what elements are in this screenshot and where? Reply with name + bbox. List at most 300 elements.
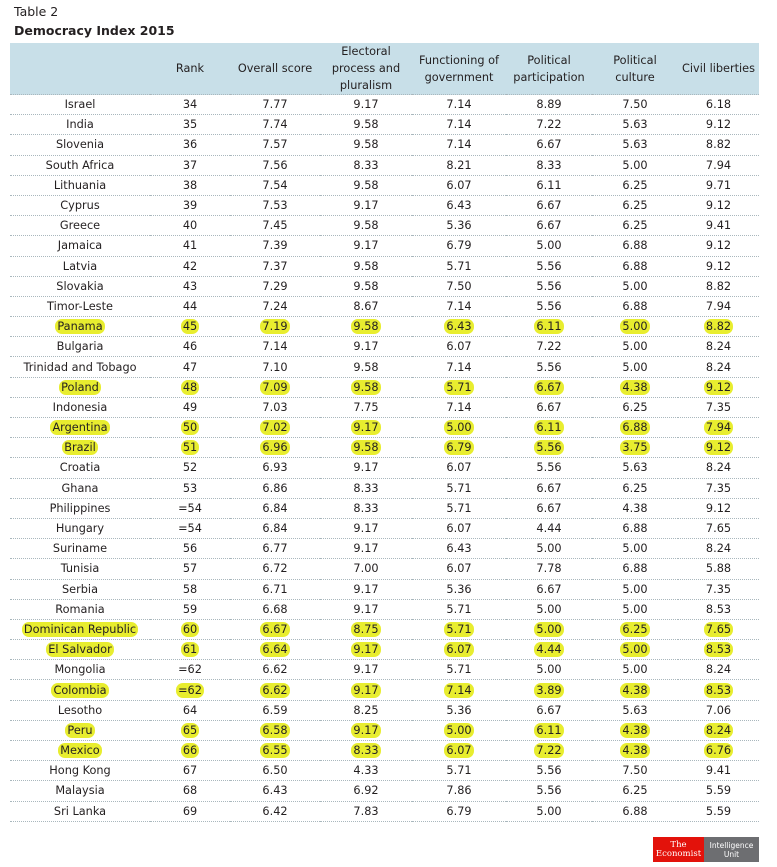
electoral-process-cell-value: 6.92 bbox=[353, 784, 379, 798]
participation-cell bbox=[506, 276, 592, 296]
rank-cell bbox=[150, 720, 230, 740]
rank-cell-value: 64 bbox=[182, 703, 198, 717]
participation-cell-value: 5.56 bbox=[536, 360, 562, 374]
functioning-cell-value: 6.07 bbox=[446, 340, 472, 354]
overall-score-cell bbox=[230, 155, 320, 175]
country-cell-value: Lesotho bbox=[57, 703, 103, 717]
table-row bbox=[10, 256, 759, 276]
culture-cell bbox=[592, 680, 678, 700]
table-row bbox=[10, 337, 759, 357]
culture-cell bbox=[592, 216, 678, 236]
culture-cell-value: 6.88 bbox=[622, 522, 648, 536]
culture-cell bbox=[592, 458, 678, 478]
table-row bbox=[10, 680, 759, 700]
country-cell-value: Sri Lanka bbox=[53, 804, 107, 818]
functioning-cell bbox=[412, 296, 506, 316]
participation-cell-value: 7.22 bbox=[536, 340, 562, 354]
table-row bbox=[10, 216, 759, 236]
table-row bbox=[10, 175, 759, 195]
culture-cell bbox=[592, 236, 678, 256]
liberties-cell-value: 9.12 bbox=[705, 239, 732, 253]
functioning-cell bbox=[412, 418, 506, 438]
country-cell bbox=[10, 438, 150, 458]
democracy-table-container bbox=[10, 43, 759, 822]
participation-cell-value: 3.89 bbox=[536, 683, 562, 697]
overall-score-cell-value: 6.62 bbox=[262, 683, 288, 697]
functioning-cell bbox=[412, 216, 506, 236]
liberties-cell bbox=[678, 276, 759, 296]
culture-cell bbox=[592, 135, 678, 155]
functioning-cell-value: 7.14 bbox=[446, 683, 472, 697]
electoral-process-cell bbox=[320, 478, 412, 498]
liberties-cell-value: 9.71 bbox=[705, 178, 732, 192]
rank-cell-value: 69 bbox=[182, 804, 198, 818]
participation-cell-value: 6.67 bbox=[536, 199, 562, 213]
culture-cell-value: 6.88 bbox=[622, 259, 648, 273]
table-row bbox=[10, 317, 759, 337]
culture-cell bbox=[592, 539, 678, 559]
culture-cell bbox=[592, 741, 678, 761]
culture-cell-value: 5.00 bbox=[622, 320, 648, 334]
country-cell bbox=[10, 296, 150, 316]
country-cell bbox=[10, 518, 150, 538]
rank-cell-value: 67 bbox=[182, 764, 198, 778]
functioning-cell bbox=[412, 438, 506, 458]
electoral-process-cell bbox=[320, 498, 412, 518]
functioning-cell-value: 5.71 bbox=[446, 501, 472, 515]
overall-score-cell-value: 6.84 bbox=[262, 522, 288, 536]
overall-score-cell-value: 7.54 bbox=[262, 178, 288, 192]
table-header-row bbox=[10, 43, 759, 95]
functioning-cell bbox=[412, 195, 506, 215]
electoral-process-cell bbox=[320, 276, 412, 296]
rank-cell bbox=[150, 680, 230, 700]
country-cell bbox=[10, 397, 150, 417]
functioning-cell-value: 8.21 bbox=[446, 158, 472, 172]
culture-cell-value: 4.38 bbox=[622, 683, 648, 697]
participation-cell-value: 7.22 bbox=[536, 744, 562, 758]
functioning-cell-value: 7.14 bbox=[446, 360, 472, 374]
culture-cell-value: 7.50 bbox=[622, 98, 648, 112]
functioning-cell-value: 7.14 bbox=[446, 400, 472, 414]
overall-score-cell-value: 7.56 bbox=[262, 158, 288, 172]
electoral-process-cell bbox=[320, 761, 412, 781]
table-row bbox=[10, 357, 759, 377]
culture-cell-value: 6.88 bbox=[622, 804, 648, 818]
electoral-process-cell bbox=[320, 95, 412, 115]
overall-score-cell-value: 7.03 bbox=[262, 400, 288, 414]
functioning-cell bbox=[412, 741, 506, 761]
country-cell bbox=[10, 619, 150, 639]
electoral-process-cell-value: 9.17 bbox=[353, 582, 379, 596]
table-row bbox=[10, 236, 759, 256]
liberties-cell bbox=[678, 236, 759, 256]
rank-cell bbox=[150, 518, 230, 538]
electoral-process-cell-value: 8.33 bbox=[353, 744, 379, 758]
liberties-cell bbox=[678, 579, 759, 599]
overall-score-cell-value: 7.39 bbox=[262, 239, 288, 253]
electoral-process-cell bbox=[320, 700, 412, 720]
electoral-process-cell-value: 9.17 bbox=[353, 542, 379, 556]
participation-cell-value: 6.11 bbox=[536, 320, 562, 334]
country-cell-value: Poland bbox=[61, 380, 99, 394]
participation-cell-value: 5.56 bbox=[536, 784, 562, 798]
logo-text-intelligence: Intelligence bbox=[709, 840, 754, 850]
liberties-cell bbox=[678, 680, 759, 700]
culture-cell-value: 5.00 bbox=[622, 340, 648, 354]
header-functioning-of-government: Functioning of government bbox=[419, 53, 499, 84]
rank-cell bbox=[150, 155, 230, 175]
rank-cell-value: 57 bbox=[182, 562, 198, 576]
liberties-cell-value: 8.24 bbox=[705, 461, 732, 475]
participation-cell bbox=[506, 660, 592, 680]
rank-cell-value: =62 bbox=[178, 663, 202, 677]
participation-cell bbox=[506, 115, 592, 135]
culture-cell-value: 5.00 bbox=[622, 663, 648, 677]
overall-score-cell-value: 6.96 bbox=[262, 441, 288, 455]
overall-score-cell bbox=[230, 317, 320, 337]
country-cell-value: Israel bbox=[64, 98, 96, 112]
liberties-cell bbox=[678, 418, 759, 438]
electoral-process-cell-value: 9.58 bbox=[353, 219, 379, 233]
culture-cell bbox=[592, 559, 678, 579]
culture-cell-value: 5.00 bbox=[622, 582, 648, 596]
liberties-cell bbox=[678, 155, 759, 175]
participation-cell-value: 5.56 bbox=[536, 461, 562, 475]
participation-cell-value: 8.33 bbox=[536, 158, 562, 172]
participation-cell-value: 6.67 bbox=[536, 380, 562, 394]
overall-score-cell-value: 6.67 bbox=[262, 622, 288, 636]
culture-cell bbox=[592, 317, 678, 337]
country-cell-value: India bbox=[66, 118, 94, 132]
electoral-process-cell-value: 9.58 bbox=[353, 118, 379, 132]
culture-cell bbox=[592, 397, 678, 417]
country-cell-value: Trinidad and Tobago bbox=[23, 360, 137, 374]
culture-cell bbox=[592, 357, 678, 377]
liberties-cell-value: 7.35 bbox=[705, 582, 732, 596]
overall-score-cell-value: 7.24 bbox=[262, 299, 288, 313]
functioning-cell-value: 5.71 bbox=[446, 663, 472, 677]
liberties-cell-value: 7.94 bbox=[705, 299, 732, 313]
electoral-process-cell-value: 9.17 bbox=[353, 461, 379, 475]
country-cell-value: Cyprus bbox=[60, 199, 100, 213]
country-cell bbox=[10, 236, 150, 256]
header-civil-liberties: Civil liberties bbox=[681, 62, 756, 75]
culture-cell-value: 6.25 bbox=[622, 199, 648, 213]
rank-cell bbox=[150, 458, 230, 478]
electoral-process-cell-value: 9.17 bbox=[353, 340, 379, 354]
liberties-cell bbox=[678, 720, 759, 740]
overall-score-cell bbox=[230, 95, 320, 115]
rank-cell bbox=[150, 377, 230, 397]
country-cell bbox=[10, 559, 150, 579]
functioning-cell bbox=[412, 317, 506, 337]
liberties-cell bbox=[678, 115, 759, 135]
overall-score-cell-value: 7.45 bbox=[262, 219, 288, 233]
liberties-cell bbox=[678, 357, 759, 377]
liberties-cell bbox=[678, 498, 759, 518]
electoral-process-cell bbox=[320, 680, 412, 700]
header-political-participation: Political participation bbox=[513, 53, 585, 84]
overall-score-cell-value: 7.19 bbox=[262, 320, 288, 334]
table-body bbox=[10, 95, 759, 822]
rank-cell-value: =54 bbox=[178, 522, 202, 536]
country-cell-value: Romania bbox=[55, 602, 105, 616]
rank-cell bbox=[150, 741, 230, 761]
culture-cell bbox=[592, 296, 678, 316]
overall-score-cell bbox=[230, 418, 320, 438]
intelligence-unit-logo-block bbox=[704, 837, 759, 862]
functioning-cell-value: 5.71 bbox=[446, 622, 472, 636]
overall-score-cell-value: 7.10 bbox=[262, 360, 288, 374]
electoral-process-cell bbox=[320, 741, 412, 761]
participation-cell-value: 6.11 bbox=[536, 421, 562, 435]
liberties-cell-value: 7.35 bbox=[705, 481, 732, 495]
electoral-process-cell-value: 8.33 bbox=[353, 501, 379, 515]
country-cell-value: Slovakia bbox=[56, 279, 104, 293]
rank-cell-value: 53 bbox=[182, 481, 198, 495]
functioning-cell bbox=[412, 478, 506, 498]
participation-cell-value: 5.56 bbox=[536, 441, 562, 455]
liberties-cell bbox=[678, 296, 759, 316]
liberties-cell-value: 9.12 bbox=[705, 118, 732, 132]
rank-cell-value: 43 bbox=[182, 279, 198, 293]
overall-score-cell bbox=[230, 296, 320, 316]
rank-cell bbox=[150, 418, 230, 438]
liberties-cell-value: 8.53 bbox=[705, 643, 732, 657]
liberties-cell-value: 7.35 bbox=[705, 400, 732, 414]
country-cell bbox=[10, 741, 150, 761]
overall-score-cell-value: 7.37 bbox=[262, 259, 288, 273]
liberties-cell bbox=[678, 539, 759, 559]
functioning-cell bbox=[412, 801, 506, 821]
country-cell bbox=[10, 256, 150, 276]
country-cell bbox=[10, 95, 150, 115]
rank-cell-value: 40 bbox=[182, 219, 198, 233]
culture-cell bbox=[592, 619, 678, 639]
electoral-process-cell bbox=[320, 640, 412, 660]
overall-score-cell-value: 6.55 bbox=[262, 744, 288, 758]
culture-cell-value: 6.25 bbox=[622, 481, 648, 495]
liberties-cell-value: 7.65 bbox=[705, 622, 732, 636]
culture-cell-value: 5.63 bbox=[622, 703, 648, 717]
overall-score-cell bbox=[230, 761, 320, 781]
table-row bbox=[10, 781, 759, 801]
electoral-process-cell-value: 9.58 bbox=[353, 360, 379, 374]
participation-cell bbox=[506, 640, 592, 660]
functioning-cell-value: 6.43 bbox=[446, 320, 472, 334]
rank-cell-value: 42 bbox=[182, 259, 198, 273]
culture-cell bbox=[592, 700, 678, 720]
functioning-cell bbox=[412, 498, 506, 518]
participation-cell bbox=[506, 478, 592, 498]
participation-cell bbox=[506, 418, 592, 438]
rank-cell bbox=[150, 579, 230, 599]
culture-cell bbox=[592, 660, 678, 680]
participation-cell bbox=[506, 175, 592, 195]
electoral-process-cell bbox=[320, 518, 412, 538]
table-row bbox=[10, 741, 759, 761]
electoral-process-cell bbox=[320, 579, 412, 599]
culture-cell-value: 6.88 bbox=[622, 299, 648, 313]
country-cell-value: Hong Kong bbox=[49, 764, 111, 778]
rank-cell-value: 39 bbox=[182, 199, 198, 213]
liberties-cell bbox=[678, 95, 759, 115]
logo-text-economist: Economist bbox=[655, 848, 702, 859]
overall-score-cell bbox=[230, 195, 320, 215]
liberties-cell-value: 8.24 bbox=[705, 340, 732, 354]
liberties-cell bbox=[678, 741, 759, 761]
overall-score-cell-value: 6.77 bbox=[262, 542, 288, 556]
liberties-cell bbox=[678, 599, 759, 619]
liberties-cell-value: 5.59 bbox=[705, 784, 732, 798]
overall-score-cell bbox=[230, 478, 320, 498]
participation-cell-value: 5.56 bbox=[536, 764, 562, 778]
electoral-process-cell bbox=[320, 801, 412, 821]
participation-cell bbox=[506, 377, 592, 397]
country-cell-value: Serbia bbox=[62, 582, 98, 596]
electoral-process-cell-value: 9.17 bbox=[353, 199, 379, 213]
participation-cell bbox=[506, 518, 592, 538]
electoral-process-cell-value: 9.58 bbox=[353, 380, 379, 394]
country-cell-value: Ghana bbox=[61, 481, 99, 495]
country-cell bbox=[10, 458, 150, 478]
functioning-cell-value: 5.71 bbox=[446, 602, 472, 616]
overall-score-cell-value: 6.71 bbox=[262, 582, 288, 596]
culture-cell bbox=[592, 115, 678, 135]
table-row bbox=[10, 276, 759, 296]
electoral-process-cell bbox=[320, 438, 412, 458]
liberties-cell bbox=[678, 700, 759, 720]
culture-cell-value: 6.25 bbox=[622, 219, 648, 233]
electoral-process-cell bbox=[320, 236, 412, 256]
logo-text-the: The bbox=[670, 839, 687, 850]
culture-cell bbox=[592, 640, 678, 660]
table-row bbox=[10, 438, 759, 458]
participation-cell bbox=[506, 700, 592, 720]
electoral-process-cell bbox=[320, 539, 412, 559]
table-row bbox=[10, 115, 759, 135]
liberties-cell-value: 8.24 bbox=[705, 542, 732, 556]
header-country bbox=[10, 43, 150, 95]
table-row bbox=[10, 539, 759, 559]
overall-score-cell-value: 6.42 bbox=[262, 804, 288, 818]
electoral-process-cell-value: 8.67 bbox=[353, 299, 379, 313]
electoral-process-cell bbox=[320, 397, 412, 417]
electoral-process-cell-value: 9.58 bbox=[353, 178, 379, 192]
culture-cell bbox=[592, 761, 678, 781]
overall-score-cell-value: 7.09 bbox=[262, 380, 288, 394]
rank-cell bbox=[150, 276, 230, 296]
participation-cell bbox=[506, 216, 592, 236]
rank-cell bbox=[150, 801, 230, 821]
country-cell bbox=[10, 135, 150, 155]
participation-cell-value: 7.78 bbox=[536, 562, 562, 576]
table-row bbox=[10, 720, 759, 740]
participation-cell-value: 6.67 bbox=[536, 501, 562, 515]
functioning-cell bbox=[412, 115, 506, 135]
overall-score-cell-value: 7.74 bbox=[262, 118, 288, 132]
electoral-process-cell-value: 9.58 bbox=[353, 259, 379, 273]
culture-cell-value: 3.75 bbox=[622, 441, 648, 455]
rank-cell bbox=[150, 539, 230, 559]
electoral-process-cell bbox=[320, 720, 412, 740]
rank-cell bbox=[150, 317, 230, 337]
participation-cell-value: 6.67 bbox=[536, 582, 562, 596]
liberties-cell bbox=[678, 135, 759, 155]
rank-cell bbox=[150, 296, 230, 316]
culture-cell bbox=[592, 438, 678, 458]
participation-cell bbox=[506, 95, 592, 115]
rank-cell-value: 59 bbox=[182, 602, 198, 616]
overall-score-cell-value: 6.93 bbox=[262, 461, 288, 475]
participation-cell bbox=[506, 801, 592, 821]
overall-score-cell-value: 6.86 bbox=[262, 481, 288, 495]
functioning-cell-value: 5.36 bbox=[446, 582, 472, 596]
rank-cell-value: 52 bbox=[182, 461, 198, 475]
functioning-cell bbox=[412, 720, 506, 740]
country-cell bbox=[10, 539, 150, 559]
overall-score-cell bbox=[230, 579, 320, 599]
table-row bbox=[10, 579, 759, 599]
functioning-cell-value: 7.14 bbox=[446, 299, 472, 313]
culture-cell bbox=[592, 720, 678, 740]
liberties-cell-value: 8.82 bbox=[705, 279, 732, 293]
liberties-cell bbox=[678, 518, 759, 538]
functioning-cell-value: 5.71 bbox=[446, 764, 472, 778]
participation-cell-value: 6.67 bbox=[536, 703, 562, 717]
rank-cell-value: 35 bbox=[182, 118, 198, 132]
country-cell-value: Peru bbox=[67, 723, 93, 737]
electoral-process-cell-value: 9.58 bbox=[353, 138, 379, 152]
header-overall-score: Overall score bbox=[237, 62, 313, 75]
rank-cell-value: 56 bbox=[182, 542, 198, 556]
liberties-cell-value: 9.12 bbox=[705, 441, 732, 455]
country-cell bbox=[10, 377, 150, 397]
functioning-cell-value: 5.71 bbox=[446, 481, 472, 495]
culture-cell bbox=[592, 801, 678, 821]
liberties-cell-value: 7.94 bbox=[705, 158, 732, 172]
liberties-cell bbox=[678, 397, 759, 417]
overall-score-cell bbox=[230, 458, 320, 478]
liberties-cell-value: 9.12 bbox=[705, 259, 732, 273]
culture-cell-value: 6.88 bbox=[622, 239, 648, 253]
country-cell-value: Tunisia bbox=[60, 562, 100, 576]
culture-cell-value: 6.88 bbox=[622, 421, 648, 435]
culture-cell-value: 5.63 bbox=[622, 461, 648, 475]
electoral-process-cell-value: 9.58 bbox=[353, 441, 379, 455]
culture-cell bbox=[592, 599, 678, 619]
participation-cell-value: 5.00 bbox=[536, 622, 562, 636]
rank-cell-value: 65 bbox=[182, 723, 198, 737]
country-cell bbox=[10, 175, 150, 195]
electoral-process-cell-value: 9.17 bbox=[353, 239, 379, 253]
participation-cell-value: 5.00 bbox=[536, 663, 562, 677]
overall-score-cell bbox=[230, 559, 320, 579]
rank-cell-value: 48 bbox=[182, 380, 198, 394]
functioning-cell-value: 6.07 bbox=[446, 562, 472, 576]
functioning-cell bbox=[412, 135, 506, 155]
electoral-process-cell bbox=[320, 357, 412, 377]
table-row bbox=[10, 640, 759, 660]
liberties-cell-value: 8.53 bbox=[705, 683, 732, 697]
rank-cell-value: 38 bbox=[182, 178, 198, 192]
functioning-cell bbox=[412, 518, 506, 538]
electoral-process-cell-value: 9.17 bbox=[353, 421, 379, 435]
overall-score-cell bbox=[230, 377, 320, 397]
culture-cell bbox=[592, 781, 678, 801]
electoral-process-cell bbox=[320, 377, 412, 397]
